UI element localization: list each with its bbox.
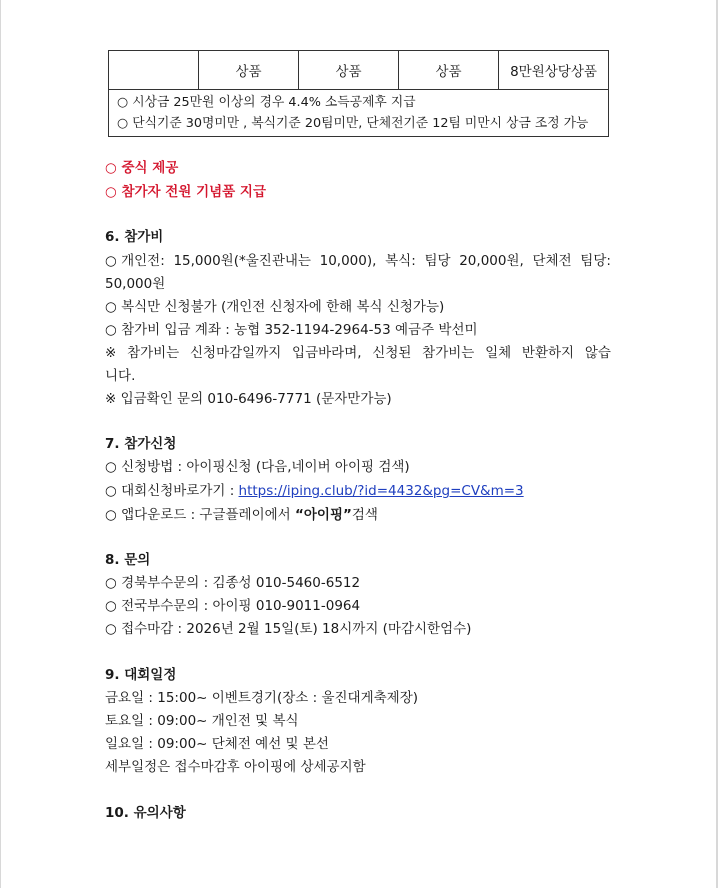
apply-shortcut-label: ○ 대회신청바로가기 : <box>105 483 239 499</box>
deadline-line: ○ 접수마감 : 2026년 2월 15일(토) 18시까지 (마감시한엄수) <box>105 621 472 637</box>
app-keyword: “아이핑” <box>295 507 352 523</box>
fee-line: ○ 복식만 신청불가 (개인전 신청자에 한해 복식 신청가능) <box>105 299 445 315</box>
fee-account-line: ○ 참가비 입금 계좌 : 농협 352-1194-2964-53 예금주 박선미 <box>105 322 478 338</box>
page-edge <box>0 0 1 888</box>
app-download-suffix: 검색 <box>351 507 378 523</box>
fee-word: 신청된 <box>372 345 412 361</box>
fee-word: ※ <box>105 345 117 361</box>
prize-cell: 8만원상당상품 <box>499 51 609 90</box>
fee-word: 팀당: <box>580 253 611 269</box>
fee-word: 반환하지 <box>521 345 575 361</box>
app-download-line <box>105 505 611 525</box>
fee-word: 20,000원, <box>459 253 524 269</box>
schedule-line: 금요일 : 15:00~ 이벤트경기(장소 : 울진대게축제장) <box>105 690 418 706</box>
prize-notes-row <box>109 90 609 137</box>
section-title-contact: 8. 문의 <box>105 552 151 568</box>
schedule-line: 토요일 : 09:00~ 개인전 및 복식 <box>105 713 299 729</box>
section-title-fee: 6. 참가비 <box>105 229 164 245</box>
prize-note: ○ 시상금 25만원 이상의 경우 4.4% 소득공제후 지급 <box>117 95 416 110</box>
prize-cell: 상품 <box>299 51 399 90</box>
contact-line: ○ 경북부수문의 : 김종성 010-5460-6512 <box>105 575 361 591</box>
prize-table <box>108 50 609 137</box>
schedule-line: 세부일정은 접수마감후 아이핑에 상세공지함 <box>105 759 366 775</box>
fee-word: 참가비는 <box>127 345 180 361</box>
fee-word: 복식: <box>385 253 416 269</box>
prize-cell <box>109 51 199 90</box>
fee-refund-line <box>105 343 611 363</box>
prize-table-row <box>109 51 609 90</box>
fee-word: 팀당 <box>424 253 451 269</box>
highlight-gift: ○ 참가자 전원 기념품 지급 <box>105 184 266 200</box>
fee-word: ○ 개인전: <box>105 253 165 269</box>
fee-refund-line: 니다. <box>105 368 136 384</box>
fee-word: 10,000), <box>319 253 377 269</box>
fee-word: 않습 <box>584 345 611 361</box>
apply-link[interactable]: https://iping.club/?id=4432&pg=CV&m=3 <box>238 483 524 499</box>
prize-cell: 상품 <box>399 51 499 90</box>
section-title-notice: 10. 유의사항 <box>105 805 186 821</box>
prize-notes-cell <box>109 90 609 137</box>
fee-word: 단체전 <box>532 253 572 269</box>
section-title-apply: 7. 참가신청 <box>105 436 177 452</box>
apply-shortcut-line <box>105 481 611 501</box>
fee-word: 입금바라며, <box>292 345 362 361</box>
app-download-prefix: ○ 앱다운로드 : 구글플레이에서 <box>105 507 295 523</box>
prize-note: ○ 단식기준 30명미만 , 복식기준 20팀미만, 단체전기준 12팀 미만시 상금 조정 가능 <box>117 116 589 131</box>
contact-line: ○ 전국부수문의 : 아이핑 010-9011-0964 <box>105 598 361 614</box>
apply-method-line: ○ 신청방법 : 아이핑신청 (다음,네이버 아이핑 검색) <box>105 459 410 475</box>
section-title-schedule: 9. 대회일정 <box>105 667 177 683</box>
fee-word: 참가비는 <box>422 345 475 361</box>
fee-line: 50,000원 <box>105 276 166 292</box>
fee-line <box>105 251 611 271</box>
fee-word: 신청마감일까지 <box>189 345 282 361</box>
schedule-line: 일요일 : 09:00~ 단체전 예선 및 본선 <box>105 736 329 752</box>
highlight-lunch: ○ 중식 제공 <box>105 160 179 176</box>
fee-word: 일체 <box>485 345 512 361</box>
fee-inquiry-line: ※ 입금확인 문의 010-6496-7771 (문자만가능) <box>105 391 392 407</box>
fee-word: 15,000원(*울진관내는 <box>173 253 311 269</box>
prize-cell: 상품 <box>199 51 299 90</box>
